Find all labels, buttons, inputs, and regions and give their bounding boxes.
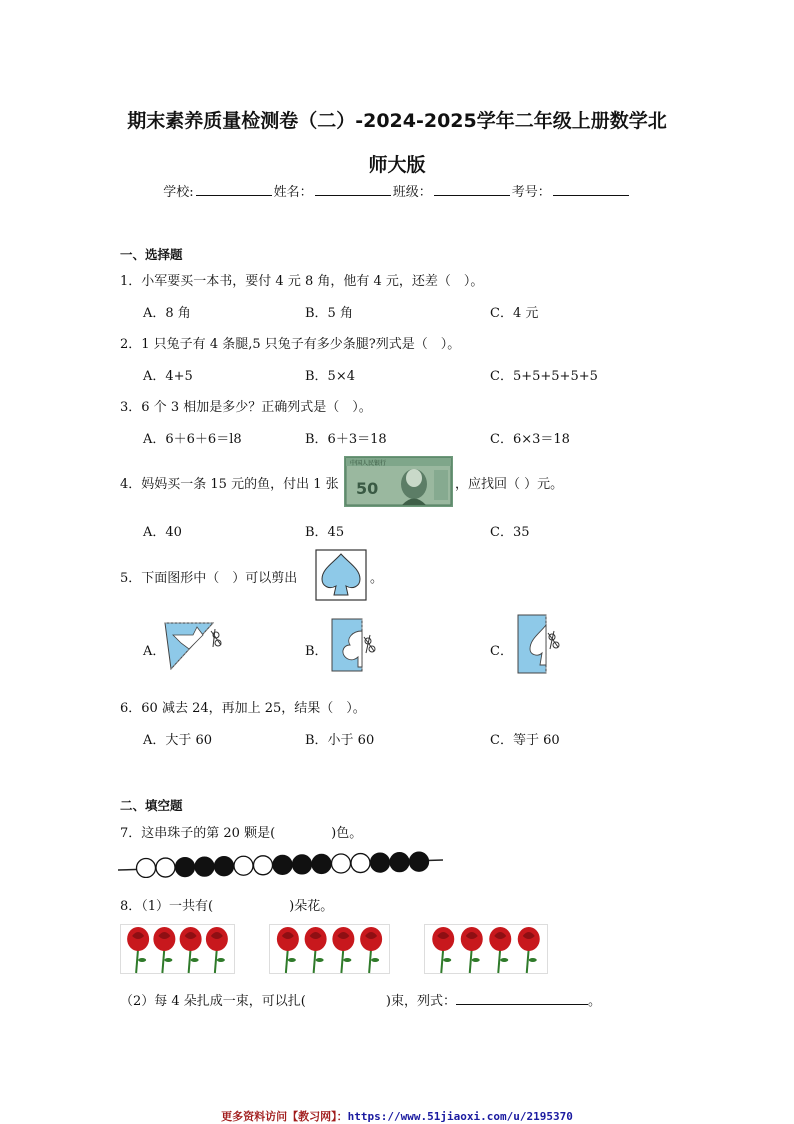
option-b: B．	[305, 644, 328, 659]
option-b: B．5×4	[305, 369, 355, 384]
question-number: 8．	[120, 899, 142, 914]
exam-no-label: 考号：	[511, 185, 551, 200]
page-title-line2: 师大版	[368, 154, 426, 176]
question-text: （2）每 4 朵扎成一束，可以扎(	[120, 994, 306, 1009]
option-b: B．5 角	[305, 306, 353, 321]
fifty-yuan-banknote-image	[344, 456, 453, 507]
option-a: A．4+5	[143, 369, 193, 384]
name-label: 姓名：	[273, 185, 313, 200]
black-bead	[273, 855, 292, 874]
black-bead	[176, 858, 195, 877]
question-number: 7．	[120, 826, 142, 841]
rose-group-1	[120, 924, 235, 974]
option-a: A．40	[143, 525, 182, 540]
name-blank	[315, 183, 391, 196]
question-2	[120, 333, 460, 352]
white-bead	[137, 859, 156, 878]
rose-flower	[305, 927, 327, 973]
question-text: 6 个 3 相加是多少？正确列式是（ ）。	[141, 400, 372, 415]
class-label: 班级：	[392, 185, 432, 200]
question-number: 6．	[120, 701, 142, 716]
rose-group-3	[424, 924, 548, 974]
white-bead	[254, 856, 273, 875]
option-a: A．6＋6＋6＝l8	[143, 432, 242, 447]
svg-text:中国人民银行: 中国人民银行	[350, 460, 387, 467]
question-number: 4．	[120, 477, 142, 492]
question-5-tail: 。	[370, 571, 384, 586]
question-8-part-2	[120, 990, 601, 1009]
rose-group-2	[269, 924, 390, 974]
folded-paper-option-c-image	[514, 613, 562, 675]
option-b: B．小于 60	[305, 733, 375, 748]
page-title: 期末素养质量检测卷（二）-2024-2025学年二年级上册数学北	[127, 110, 667, 132]
black-bead	[293, 855, 312, 874]
black-bead	[410, 852, 429, 871]
option-b: B．45	[305, 525, 345, 540]
footer-url[interactable]: https://www.51jiaoxi.com/u/2195370	[347, 1110, 573, 1123]
black-bead	[312, 854, 331, 873]
school-blank	[196, 183, 272, 196]
rose-flower	[360, 927, 382, 973]
question-1	[120, 270, 483, 289]
question-3	[120, 396, 372, 415]
question-6	[120, 697, 366, 716]
footer-link[interactable]	[0, 1108, 794, 1124]
question-text: 60 减去 24，再加上 25，结果（ ）。	[141, 701, 366, 716]
question-4-tail: ，应找回（ ）元。	[455, 477, 564, 492]
bead-string-image	[118, 848, 443, 878]
svg-text:50: 50	[356, 479, 379, 498]
question-text-tail: 。	[587, 994, 601, 1009]
option-a: A．8 角	[143, 306, 191, 321]
rose-flower	[332, 927, 354, 973]
question-text: 小军要买一本书，要付 4 元 8 角，他有 4 元，还差（ ）。	[141, 274, 484, 289]
student-info-line	[0, 181, 794, 200]
rose-flower	[277, 927, 299, 973]
question-text: （1）一共有(	[141, 899, 214, 914]
question-text: 下面图形中（ ）可以剪出	[141, 571, 298, 586]
question-4	[120, 473, 339, 492]
black-bead	[215, 857, 234, 876]
option-c: C．6×3＝18	[490, 432, 570, 447]
option-a: A．	[143, 644, 166, 659]
option-a: A．大于 60	[143, 733, 213, 748]
question-5	[120, 567, 297, 586]
rose-flower	[206, 927, 228, 973]
question-text: 这串珠子的第 20 颗是(	[141, 826, 276, 841]
white-bead	[156, 858, 175, 877]
white-bead	[234, 856, 253, 875]
question-number: 1．	[120, 274, 142, 289]
school-label: 学校:	[163, 185, 194, 200]
option-c: C．4 元	[490, 306, 539, 321]
rose-flower	[180, 927, 202, 973]
question-text-tail: )朵花。	[289, 899, 334, 914]
question-text-mid: )束，列式：	[385, 994, 456, 1009]
option-c: C．	[490, 644, 513, 659]
rose-flower	[153, 927, 175, 973]
rose-flower	[489, 927, 511, 973]
footer-prefix: 更多资料访问【教习网】：	[221, 1110, 348, 1123]
black-bead	[371, 853, 390, 872]
rose-flower	[432, 927, 454, 973]
option-c: C．5+5+5+5+5	[490, 369, 598, 384]
folded-paper-option-b-image	[330, 617, 378, 673]
black-bead	[390, 853, 409, 872]
folded-paper-option-a-image	[163, 613, 225, 671]
option-c: C．等于 60	[490, 733, 560, 748]
section-heading-fill: 二、填空题	[120, 798, 183, 813]
white-bead	[332, 854, 351, 873]
question-text: 妈妈买一条 15 元的鱼，付出 1 张	[141, 477, 339, 492]
question-text: 1 只兔子有 4 条腿,5 只兔子有多少条腿?列式是（ ）。	[141, 337, 461, 352]
question-number: 5．	[120, 571, 142, 586]
question-text-tail: )色。	[331, 826, 363, 841]
black-bead	[195, 857, 214, 876]
exam-no-blank	[553, 183, 629, 196]
question-number: 3．	[120, 400, 142, 415]
rose-flower	[461, 927, 483, 973]
option-c: C．35	[490, 525, 530, 540]
section-heading-choice: 一、选择题	[120, 247, 183, 262]
class-blank	[434, 183, 510, 196]
rose-flower	[518, 927, 540, 973]
spade-shape-image	[315, 549, 367, 601]
question-7	[120, 822, 362, 841]
equation-blank[interactable]	[456, 992, 588, 1005]
question-8	[120, 895, 333, 914]
question-number: 2．	[120, 337, 142, 352]
white-bead	[351, 854, 370, 873]
rose-flower	[127, 927, 149, 973]
option-b: B．6＋3＝18	[305, 432, 387, 447]
